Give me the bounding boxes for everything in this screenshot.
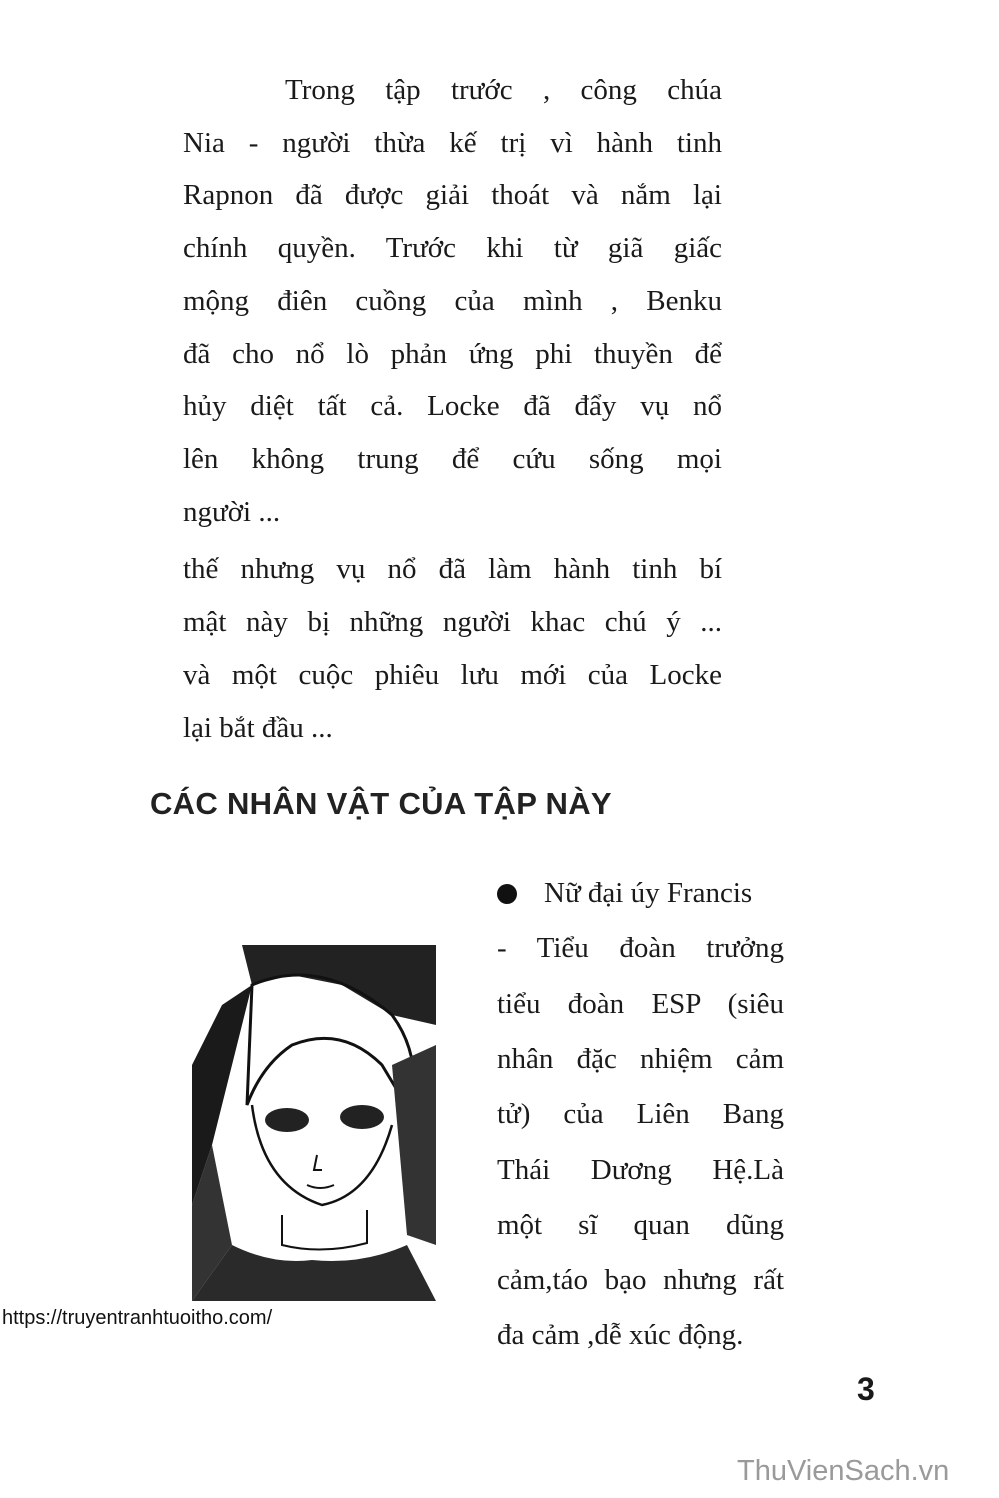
text-line: Rapnon đã được giải thoát và nắm lại	[183, 179, 722, 212]
source-url: https://truyentranhtuoitho.com/	[2, 1307, 273, 1329]
bullet-icon	[497, 884, 517, 904]
text-line: mật này bị những người khac chú ý ...	[183, 606, 722, 638]
text-line: hủy diệt tất cả. Locke đã đẩy vụ nổ	[183, 390, 722, 423]
text-line: lại bắt đầu ...	[183, 712, 333, 744]
text-line: đã cho nổ lò phản ứng phi thuyền để	[183, 337, 722, 370]
text-line: Nữ đại úy Francis	[544, 877, 753, 909]
page-number: 3	[857, 1371, 875, 1407]
text-line: Nia - người thừa kế trị vì hành tinh	[183, 126, 722, 159]
watermark: ThuVienSach.vn	[737, 1455, 950, 1487]
text-line: tử) của Liên Bang	[497, 1098, 784, 1131]
text-line: thế nhưng vụ nổ đã làm hành tinh bí	[183, 553, 722, 585]
text-line: một sĩ quan dũng	[497, 1208, 784, 1241]
text-line: chính quyền. Trước khi từ giã giấc	[183, 232, 722, 265]
text-line: mộng điên cuồng của mình , Benku	[183, 284, 722, 317]
text-line: Trong tập trước , công chúa	[285, 74, 722, 106]
text-line: và một cuộc phiêu lưu mới của Locke	[183, 659, 722, 691]
text-line: - Tiểu đoàn trưởng	[497, 932, 784, 965]
text-line: đa cảm ,dễ xúc động.	[497, 1319, 744, 1352]
text-line: nhân đặc nhiệm cảm	[497, 1042, 784, 1075]
text-line: tiểu đoàn ESP (siêu	[497, 987, 784, 1020]
character-portrait-francis	[192, 945, 436, 1301]
text-line: Thái Dương Hệ.Là	[497, 1153, 784, 1186]
text-line: lên không trung để cứu sống mọi	[183, 442, 722, 475]
text-line: người ...	[183, 495, 281, 528]
characters-heading: CÁC NHÂN VẬT CỦA TẬP NÀY	[150, 786, 612, 821]
text-line: cảm,táo bạo nhưng rất	[497, 1264, 784, 1297]
